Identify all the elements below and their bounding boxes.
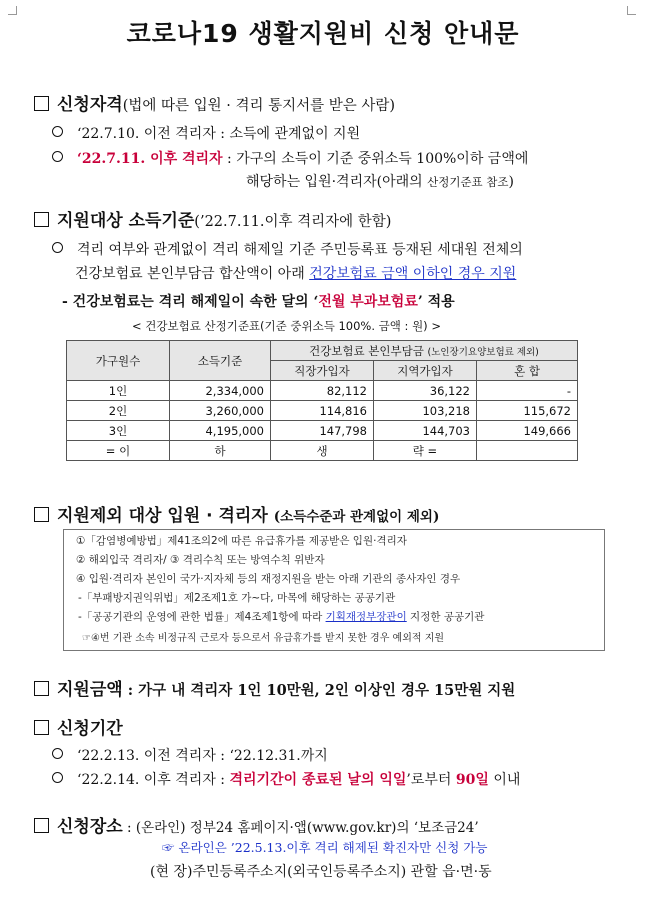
header-household: 가구원수 <box>67 341 170 381</box>
online-note: ☞ 온라인은 ’22.5.13.이후 격리 해제된 확진자만 신청 가능 <box>162 840 488 855</box>
section-subtitle: (소득수준과 관계없이 제외) <box>273 509 440 525</box>
checkbox-square-icon <box>34 720 49 735</box>
header-premium: 건강보험료 본인부담금 (노인장기요양보험료 제외) <box>271 341 578 361</box>
section-income-criteria-heading <box>34 206 391 231</box>
circle-bullet-icon <box>52 242 63 253</box>
checkbox-square-icon <box>34 507 49 522</box>
checkbox-square-icon <box>34 681 49 696</box>
section-amount-heading <box>34 675 515 700</box>
location-text: : (온라인) 정부24 홈페이지·앱(www.gov.kr)의 ‘보조금24’ <box>122 820 479 836</box>
circle-bullet-icon <box>52 772 63 783</box>
table-caption: < 건강보험료 산정기준표(기준 중위소득 100%. 금액 : 원) > <box>132 319 441 333</box>
table-row: 3인 4,195,000 147,798 144,703 149,666 <box>67 421 578 441</box>
header-workplace: 직장가입자 <box>271 361 374 381</box>
section-subtitle: (’22.7.11.이후 격리자에 한함) <box>194 214 392 230</box>
bullet-after-711: ‘22.7.11. 이후 격리자 : 가구의 소득이 기준 중위소득 100%이하 금액에 <box>52 148 528 168</box>
onsite-location: (현 장)주민등록주소지(외국인등록주소지) 관할 읍·면·동 <box>150 864 492 880</box>
amount-text: : 가구 내 격리자 1인 10만원, 2인 이상인 경우 15만원 지원 <box>122 682 516 699</box>
section-title: 신청기간 <box>57 719 123 739</box>
circle-bullet-icon <box>52 748 63 759</box>
period-bullet-2: ‘22.2.14. 이후 격리자 : 격리기간이 종료된 날의 익일’로부터 90일 이내 <box>52 769 520 789</box>
checkbox-square-icon <box>34 96 49 111</box>
exclusion-box <box>63 529 605 651</box>
section-title: 신청자격 <box>57 95 123 115</box>
section-title: 지원제외 대상 입원 · 격리자 <box>57 506 268 526</box>
exclusion-item-4: ④ 입원·격리자 본인이 국가·지자체 등의 재정지원을 받는 아래 기관의 종사자인 경우 <box>76 573 461 585</box>
header-regional: 지역가입자 <box>374 361 477 381</box>
circle-bullet-icon <box>52 126 63 137</box>
income-bullet: 격리 여부와 관계없이 격리 해제일 기준 주민등록표 등재된 세대원 전체의 <box>52 239 523 259</box>
header-mixed: 혼 합 <box>477 361 578 381</box>
section-exclusion-heading <box>34 501 439 526</box>
section-location-heading <box>34 812 479 837</box>
circle-bullet-icon <box>52 151 63 162</box>
bullet-before-710: ‘22.7.10. 이전 격리자 : 소득에 관계없이 지원 <box>52 123 360 143</box>
section-subtitle: (법에 따른 입원 · 격리 통지서를 받은 사람) <box>122 98 396 114</box>
document-title: 코로나19 생활지원비 신청 안내문 <box>126 19 520 48</box>
table-row: 1인 2,334,000 82,112 36,122 - <box>67 381 578 401</box>
bullet-after-711-line2: 해당하는 입원·격리자(아래의 산정기준표 참조) <box>246 174 514 190</box>
section-title: 지원금액 <box>57 680 123 700</box>
section-title: 신청장소 <box>57 817 123 837</box>
section-period-heading <box>34 714 123 739</box>
exclusion-item-2: ② 해외입국 격리자/ ③ 격리수칙 또는 방역수칙 위반자 <box>76 554 325 566</box>
exclusion-exception-note: ☞④번 기관 소속 비정규직 근로자 등으로서 유급휴가를 받지 못한 경우 예외적 지원 <box>82 633 445 644</box>
income-bullet-line2: 건강보험료 본인부담금 합산액이 아래 건강보험료 금액 이하인 경우 지원 <box>75 266 517 282</box>
premium-table <box>66 340 578 461</box>
table-row: 2인 3,260,000 114,816 103,218 115,672 <box>67 401 578 421</box>
header-income: 소득기준 <box>170 341 271 381</box>
pointing-hand-icon: ☞ <box>162 840 175 855</box>
pointing-hand-icon: ☞ <box>82 633 91 644</box>
section-title: 지원대상 소득기준 <box>57 211 195 231</box>
exclusion-item-4a: -「부패방지권익위법」제2조제1호 가~다, 마목에 해당하는 공공기관 <box>78 592 396 604</box>
table-row-omitted: = 이 하 생 략 = <box>67 441 578 461</box>
exclusion-item-4b: -「공공기관의 운영에 관한 법률」제4조제1항에 따라 기획재정부장관이 지정한 공공기관 <box>78 611 485 623</box>
checkbox-square-icon <box>34 212 49 227</box>
period-bullet-1: ‘22.2.13. 이전 격리자 : ‘22.12.31.까지 <box>52 745 328 765</box>
premium-dash-note: - 건강보험료는 격리 해제일이 속한 달의 ‘전월 부과보험료’ 적용 <box>62 294 455 310</box>
section-eligibility-heading <box>34 90 395 115</box>
checkbox-square-icon <box>34 818 49 833</box>
exclusion-item-1: ①「감염병예방법」제41조의2에 따른 유급휴가를 제공받은 입원·격리자 <box>76 535 407 547</box>
